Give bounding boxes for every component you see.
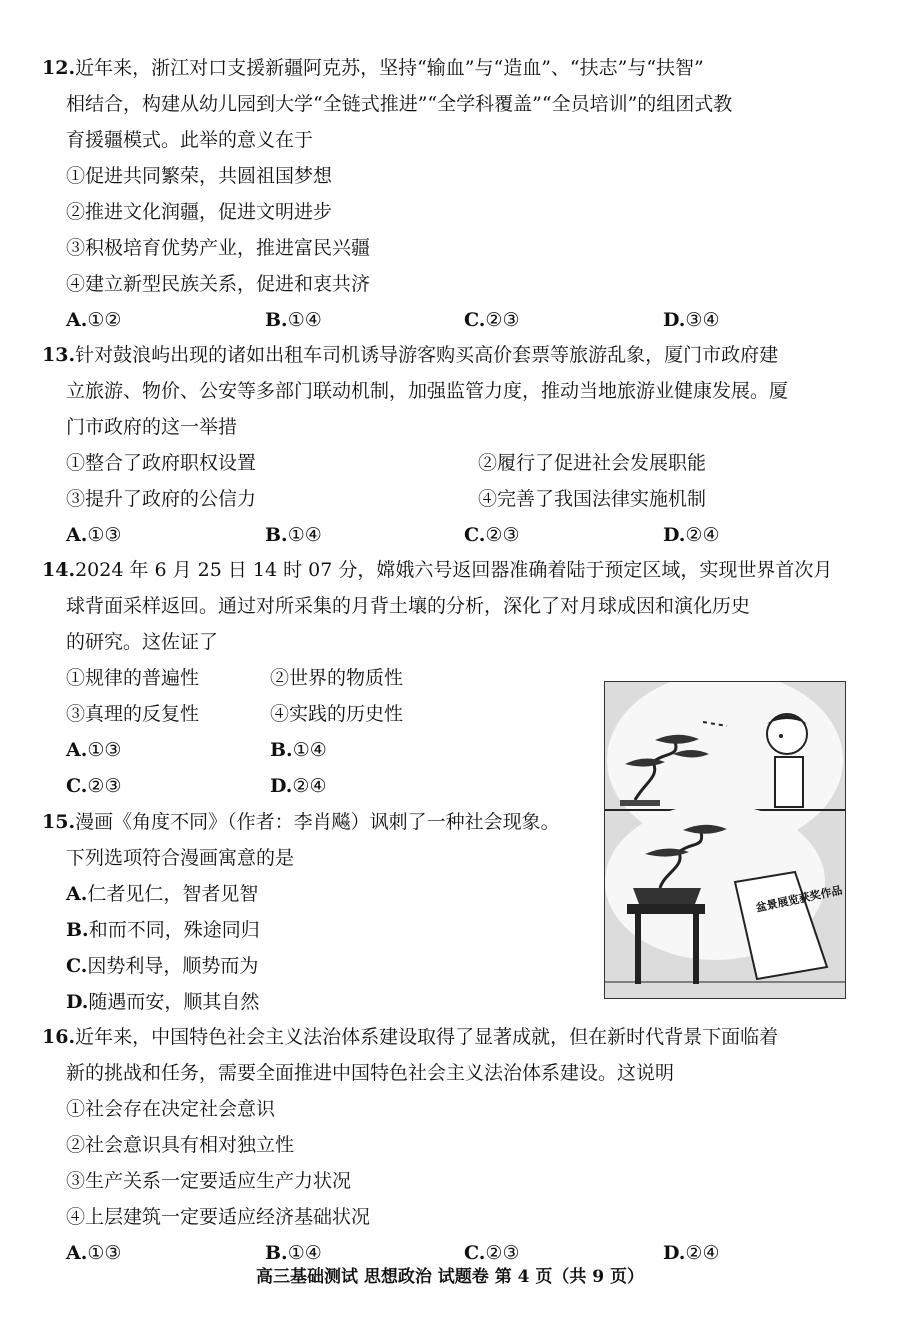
- statement-item: ④实践的历史性: [270, 703, 404, 725]
- statement-item: ③生产关系一定要适应生产力状况: [66, 1170, 352, 1192]
- stem-line: 新的挑战和任务，需要全面推进中国特色社会主义法治体系建设。这说明: [66, 1062, 675, 1084]
- choice-c: C.因势利导，顺势而为: [66, 955, 259, 977]
- stem-line: 近年来，浙江对口支援新疆阿克苏，坚持“输血”与“造血”、“扶志”与“扶智”: [75, 57, 704, 79]
- statement-item: ③真理的反复性: [66, 703, 200, 725]
- statement-item: ②履行了促进社会发展职能: [478, 452, 707, 474]
- stem-line: 育援疆模式。此举的意义在于: [66, 129, 314, 151]
- statement-item: ②社会意识具有相对独立性: [66, 1134, 295, 1156]
- stem-line: 的研究。这佐证了: [66, 631, 219, 653]
- choice-d: D.②④: [270, 775, 327, 797]
- statement-item: ②世界的物质性: [270, 667, 404, 689]
- choice-row: [42, 302, 862, 338]
- statement-item: ③提升了政府的公信力: [66, 488, 257, 510]
- svg-text:盆景展览获奖作品: 盆景展览获奖作品: [754, 883, 844, 915]
- choice-a: A.①③: [66, 739, 122, 761]
- choice-d: D.②④: [663, 524, 720, 546]
- statement-item: ①规律的普遍性: [66, 667, 200, 689]
- question-16: [42, 1019, 862, 1271]
- stem-line: 球背面采样返回。通过对所采集的月背土壤的分析，深化了对月球成因和演化历史: [66, 595, 751, 617]
- choice-d: D.②④: [663, 1242, 720, 1264]
- statement-item: ④完善了我国法律实施机制: [478, 488, 707, 510]
- choice-c: C.②③: [464, 524, 520, 546]
- choice-b: B.①④: [265, 309, 322, 331]
- choice-a: A.①②: [66, 309, 122, 331]
- statement-item: ③积极培育优势产业，推进富民兴疆: [66, 237, 371, 259]
- choice-a: A.①③: [66, 524, 122, 546]
- stem-line: 下列选项符合漫画寓意的是: [66, 847, 295, 869]
- choice-d: D.随遇而安，顺其自然: [66, 991, 260, 1013]
- choice-c: C.②③: [464, 1242, 520, 1264]
- question-number: 12.: [42, 57, 76, 79]
- page-footer: 高三基础测试 思想政治 试题卷 第 4 页（共 9 页）: [255, 1267, 645, 1287]
- choice-b: B.①④: [270, 739, 327, 761]
- statement-item: ①社会存在决定社会意识: [66, 1098, 276, 1120]
- statement-item: ①促进共同繁荣，共圆祖国梦想: [66, 165, 333, 187]
- stem-line: 漫画《角度不同》（作者：李肖飚）讽刺了一种社会现象。: [75, 811, 560, 833]
- stem-line: 针对鼓浪屿出现的诸如出租车司机诱导游客购买高价套票等旅游乱象，厦门市政府建: [75, 344, 779, 366]
- question-12: [42, 50, 862, 338]
- statement-item: ④上层建筑一定要适应经济基础状况: [66, 1206, 371, 1228]
- stem-line: 立旅游、物价、公安等多部门联动机制，加强监管力度，推动当地旅游业健康发展。厦: [66, 380, 789, 402]
- choice-b: B.①④: [265, 524, 322, 546]
- question-15: [42, 804, 602, 1020]
- choice-d: D.③④: [663, 309, 720, 331]
- cartoon-image: [604, 681, 846, 999]
- stem-line: 2024 年 6 月 25 日 14 时 07 分，嫦娥六号返回器准确着陆于预定区域，实现世界首次月: [75, 559, 833, 581]
- choice-a: A.仁者见仁，智者见智: [66, 883, 259, 905]
- choice-c: C.②③: [66, 775, 122, 797]
- question-number: 13.: [42, 344, 76, 366]
- choice-a: A.①③: [66, 1242, 122, 1264]
- question-13: [42, 337, 862, 553]
- stem-line: 近年来，中国特色社会主义法治体系建设取得了显著成就，但在新时代背景下面临着: [75, 1026, 779, 1048]
- question-number: 14.: [42, 559, 76, 581]
- choice-b: B.①④: [265, 1242, 322, 1264]
- choice-row: [42, 517, 862, 553]
- stem-line: 相结合，构建从幼儿园到大学“全链式推进”“全学科覆盖”“全员培训”的组团式教: [66, 93, 733, 115]
- statement-item: ②推进文化润疆，促进文明进步: [66, 201, 333, 223]
- choice-c: C.②③: [464, 309, 520, 331]
- statement-item: ①整合了政府职权设置: [66, 452, 257, 474]
- statement-item: ④建立新型民族关系，促进和衷共济: [66, 273, 371, 295]
- cartoon-drawing: [605, 682, 845, 998]
- question-number: 15.: [42, 811, 76, 833]
- choice-b: B.和而不同，殊途同归: [66, 919, 260, 941]
- question-number: 16.: [42, 1026, 76, 1048]
- stem-line: 门市政府的这一举措: [66, 416, 238, 438]
